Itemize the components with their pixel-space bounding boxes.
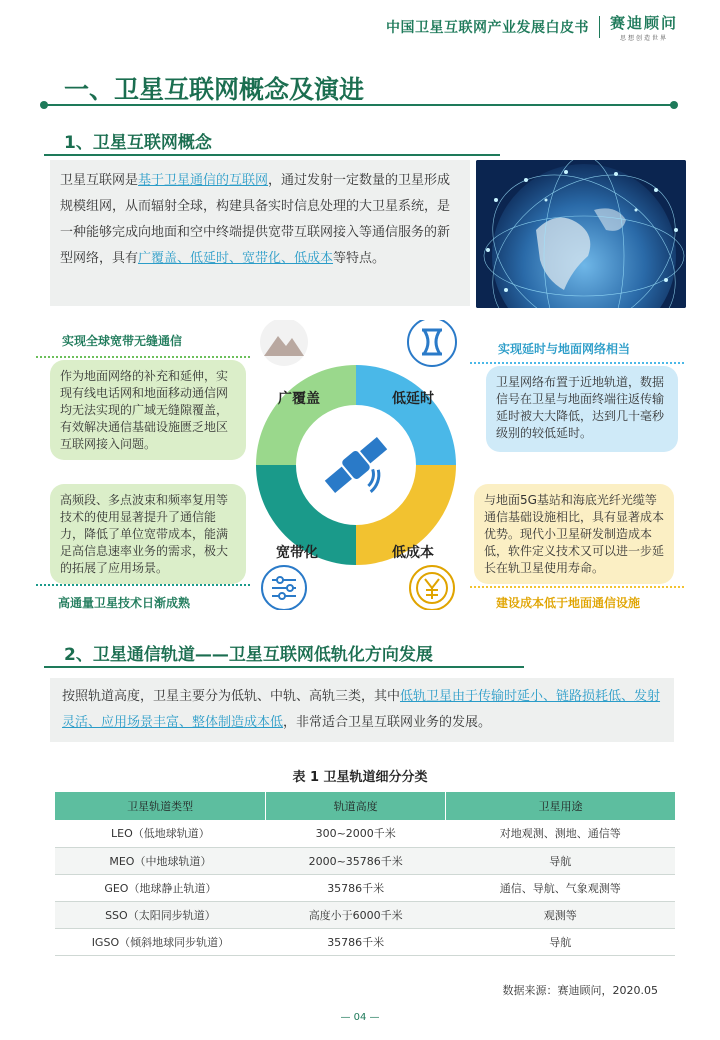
concept-text-c: 等特点。 <box>333 251 386 266</box>
brand-name: 赛迪顾问 <box>609 14 678 32</box>
table-cell: MEO（中地球轨道） <box>55 847 266 874</box>
orbit-heading: 2、卫星通信轨道——卫星互联网低轨化方向发展 <box>64 645 433 665</box>
orbit-heading-rule <box>44 666 524 668</box>
concept-paragraph <box>50 160 470 306</box>
mountain-icon <box>260 320 308 366</box>
table-header-cell: 轨道高度 <box>266 792 446 820</box>
sliders-icon <box>262 566 306 610</box>
cost-box: 与地面5G基站和海底光纤光缆等通信基础设施相比，具有显著成本优势。现代小卫星研发制造成本低，软件定义技术又可以进一步延长在轨卫星使用寿命。 <box>474 484 674 584</box>
globe-network-image <box>476 160 686 308</box>
concept-heading: 1、卫星互联网概念 <box>64 133 212 153</box>
table-row <box>55 820 675 847</box>
concept-heading-rule <box>44 154 500 156</box>
feature-ring-diagram <box>242 320 470 610</box>
table-cell: 对地观测、测地、通信等 <box>446 820 675 847</box>
table-row <box>55 901 675 928</box>
latency-label: 低延时 <box>392 391 434 407</box>
cost-title: 建设成本低于地面通信设施 <box>496 596 641 610</box>
brand-logo <box>610 12 678 42</box>
orbit-classification-table <box>55 792 675 956</box>
data-source: 数据来源：赛迪顾问，2020.05 <box>502 984 658 997</box>
coverage-title: 实现全球宽带无缝通信 <box>62 334 183 348</box>
table-row <box>55 847 675 874</box>
orbit-text-a: 按照轨道高度，卫星主要分为低轨、中轨、高轨三类，其中 <box>62 689 401 704</box>
section-title: 一、卫星互联网概念及演进 <box>64 75 365 104</box>
section-title-rule <box>44 104 674 106</box>
table-row <box>55 874 675 901</box>
cost-dash <box>470 586 684 588</box>
concept-text-a: 卫星互联网是 <box>60 173 139 188</box>
rule-dot-right <box>670 101 678 109</box>
page-header <box>386 12 678 42</box>
table-cell: 导航 <box>446 847 675 874</box>
latency-title: 实现延时与地面网络相当 <box>498 342 631 356</box>
table-header-cell: 卫星用途 <box>446 792 675 820</box>
table-cell: 导航 <box>446 928 675 955</box>
table-cell: 通信、导航、气象观测等 <box>446 874 675 901</box>
table-cell: LEO（低地球轨道） <box>55 820 266 847</box>
broadband-label: 宽带化 <box>276 545 318 561</box>
table-cell: GEO（地球静止轨道） <box>55 874 266 901</box>
table-cell: SSO（太阳同步轨道） <box>55 901 266 928</box>
coverage-label: 广覆盖 <box>278 391 320 407</box>
hourglass-icon <box>408 320 456 366</box>
latency-box: 卫星网络布置于近地轨道，数据信号在卫星与地面终端往返传输延时被大大降低，达到几十毫秒级别的较低延时。 <box>486 366 678 452</box>
broadband-dash <box>36 584 250 586</box>
cost-label: 低成本 <box>392 545 434 561</box>
page-number: — 04 — <box>340 1012 380 1023</box>
latency-dash <box>470 362 684 364</box>
header-divider <box>599 16 600 38</box>
page-number-value: 04 <box>353 1012 367 1023</box>
table-header-cell: 卫星轨道类型 <box>55 792 266 820</box>
table-cell: 观测等 <box>446 901 675 928</box>
brand-slogan: 思想创造世界 <box>619 35 668 42</box>
table-cell: IGSO（倾斜地球同步轨道） <box>55 928 266 955</box>
orbit-text-b: ，非常适合卫星互联网业务的发展。 <box>283 715 492 730</box>
coverage-dash <box>36 356 250 358</box>
broadband-box: 高频段、多点波束和频率复用等技术的使用显著提升了通信能力，降低了单位宽带成本，能满足高信息速率业务的需求，极大的拓展了应用场景。 <box>50 484 246 584</box>
yen-coin-icon <box>410 566 454 610</box>
table-cell: 35786千米 <box>266 928 446 955</box>
broadband-title: 高通量卫星技术日渐成熟 <box>58 596 191 610</box>
concept-highlight-b: 广覆盖、低延时、宽带化、低成本 <box>138 251 334 266</box>
table-cell: 300~2000千米 <box>266 820 446 847</box>
rule-dot-left <box>40 101 48 109</box>
orbit-paragraph <box>50 678 674 742</box>
orbit-highlight: 低轨卫星由于传输时延小、链路损耗低、发射灵活、应用场景丰富、整体制造成本低 <box>62 689 661 730</box>
table-row <box>55 928 675 955</box>
table-cell: 2000~35786千米 <box>266 847 446 874</box>
concept-text-b: ，通过发射一定数量的卫星形成规模组网，从而辐射全球，构建具备实时信息处理的大卫星系统，是一种能够完成向地面和空中终端提供宽带互联网接入等通信服务的新型网络，具有 <box>60 173 451 266</box>
concept-highlight-a: 基于卫星通信的互联网 <box>138 173 269 188</box>
table-title: 表 1 卫星轨道细分分类 <box>292 770 428 785</box>
table-cell: 35786千米 <box>266 874 446 901</box>
coverage-box: 作为地面网络的补充和延伸，实现有线电话网和地面移动通信网均无法实现的广域无缝隙覆盖，有效解决通信基础设施匮乏地区互联网接入问题。 <box>50 360 246 460</box>
document-title: 中国卫星互联网产业发展白皮书 <box>385 20 589 36</box>
table-header-row <box>55 792 675 820</box>
table-cell: 高度小于6000千米 <box>266 901 446 928</box>
